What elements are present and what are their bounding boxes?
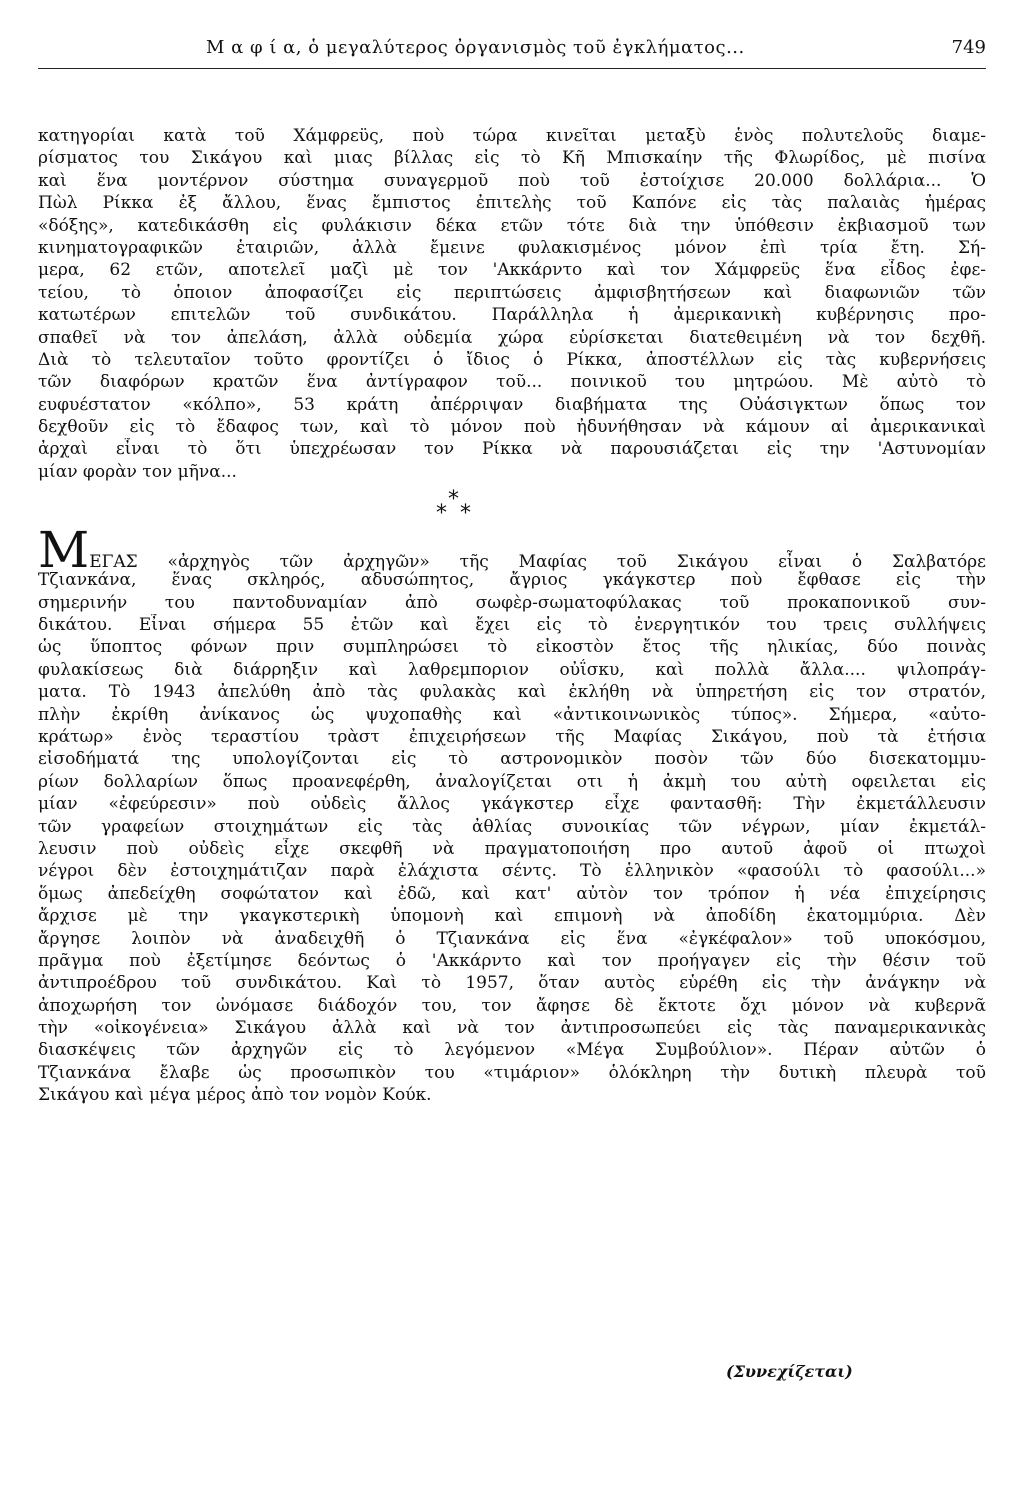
text-line: κράτωρ» ἑνὸς τεραστίου τρὰστ ἐπιχειρήσεων τῆς Μαφίας Σικάγου, ποὺ τὰ ἐτήσια: [38, 726, 986, 747]
separator-star-left: *: [436, 501, 447, 527]
text-line: νέγροι δὲν ἐστοιχημάτιζαν παρὰ ἐλάχιστα σέντς. Τὸ ἑλληνικὸν «φασούλι τὸ φασούλι...»: [38, 861, 986, 882]
separator-star-top: *: [448, 487, 459, 513]
text-line: Σικάγου καὶ μέγα μέρος ἀπὸ τον νομὸν Κούκ.: [38, 1085, 432, 1106]
page: [38, 34, 986, 1107]
text-line: ὅμως ἀπεδείχθη σοφώτατον καὶ ἐδῶ, καὶ κατ' αὐτὸν τον τρόπον ἡ νέα ἐπιχείρησις: [38, 883, 986, 904]
text-line: φυλακίσεως διὰ διάρρηξιν καὶ λαθρεμποριον οὐΐσκυ, καὶ πολλὰ ἄλλα.... ψιλοπράγ-: [38, 659, 986, 680]
text-line: μερα, 62 ετῶν, αποτελεῖ μαζὶ μὲ τον 'Ακκάρντο καὶ τον Χάμφρεϋς ἕνα εἶδος ἐφε-: [38, 260, 986, 281]
drop-cap: Μ: [38, 521, 88, 580]
text-line: ἀποχωρήση τον ὠνόμασε διάδοχόν του, τον ἄφησε δὲ ἔκτοτε ὄχι μόνον νὰ κυβερνᾶ: [38, 995, 986, 1016]
text-line: σπαθεῖ νὰ τον ἀπελάση, ἀλλὰ οὐδεμία χώρα εὑρίσκεται διατεθειμένη νὰ τον δεχθῆ.: [38, 327, 986, 348]
running-head: [38, 34, 986, 69]
text-line: ἀντιπροέδρου τοῦ συνδικάτου. Καὶ τὸ 1957, ὅταν αυτὸς εὑρέθη εἰς τὴν ἀνάγκην νὰ: [38, 973, 986, 994]
text-line: ἄργησε λοιπὸν νὰ ἀναδειχθῆ ὁ Τζιανκάνα εἰς ἕνα «ἐγκέφαλον» τοῦ υποκόσμου,: [38, 928, 986, 949]
text-line: μίαν φορὰν τον μῆνα...: [38, 461, 237, 482]
text-line: ρίων δολλαρίων ὅπως προανεφέρθη, ἀναλογίζεται οτι ἡ ἀκμὴ του αὐτὴ οφειλεται εἰς: [38, 771, 986, 792]
text-line: ἄρχισε μὲ την γκαγκστερικὴ ὑπομονὴ καὶ επιμονὴ νὰ ἀποδίδη ἑκατομμύρια. Δὲν: [38, 906, 986, 927]
separator-star-right: *: [460, 501, 471, 527]
running-title: Μ α φ ί α, ὁ μεγαλύτερος ὀργανισμὸς τοῦ ἐγκλήματος...: [206, 37, 745, 58]
text-line: κατηγορίαι κατὰ τοῦ Χάμφρεϋς, ποὺ τώρα κινεῖται μεταξὺ ἑνὸς πολυτελοῦς διαμε-: [38, 126, 986, 146]
text-line: τείου, τὸ ὁποιον ἀποφασίζει εἰς περιπτώσεις ἀμφισβητήσεων καὶ διαφωνιῶν τῶν: [38, 282, 986, 303]
page-number: 749: [951, 37, 986, 58]
text-line: τῶν γραφείων στοιχημάτων εἰς τὰς ἀθλίας συνοικίας τῶν νέγρων, μίαν ἐκμετάλ-: [38, 816, 986, 837]
continued-note: (Συνεχίζεται): [726, 1362, 853, 1381]
text-line: ὡς ὕποπτος φόνων πριν συμπληρώσει τὸ εἰκοστὸν ἔτος τῆς ηλικίας, δύο ποινὰς: [38, 637, 986, 658]
text-line: δικάτου. Εἶναι σήμερα 55 ἐτῶν καὶ ἔχει εἰς τὸ ἐνεργητικόν του τρεις συλλήψεις: [38, 615, 986, 636]
text-line: ἀρχαὶ εἶναι τὸ ὅτι ὑπεχρέωσαν τον Ρίκκα νὰ παρουσιάζεται εἰς την 'Αστυνομίαν: [38, 439, 986, 460]
text-line: Τζιανκάνα ἔλαβε ὡς προσωπικὸν του «τιμάριον» ὁλόκληρη τὴν δυτικὴ πλευρὰ τοῦ: [38, 1062, 986, 1083]
text-line: πρᾶγμα ποὺ ἐξετίμησε δεόντως ὁ 'Ακκάρντο καὶ τον προήγαγεν εἰς τὴν θέσιν τοῦ: [38, 950, 986, 971]
text-line: δεχθοῦν εἰς τὸ ἔδαφος των, καὶ τὸ μόνον ποὺ ἠδυνήθησαν νὰ κάμουν αἱ ἀμερικανικαὶ: [38, 417, 986, 438]
text-line: εἰσοδήματά της υπολογίζονται εἰς τὸ αστρονομικὸν ποσὸν τῶν δύο δισεκατομμυ-: [38, 749, 986, 770]
first-line-text: ΕΓΑΣ «ἀρχηγὸς τῶν ἀρχηγῶν» τῆς Μαφίας τοῦ Σικάγου εἶναι ὁ Σαλβατόρε: [89, 552, 986, 573]
paragraph-2-first-line: [38, 521, 986, 580]
text-line: Διὰ τὸ τελευταῖον τοῦτο φροντίζει ὁ ἴδιος ὁ Ρίκκα, ἀποστέλλων εἰς τὰς κυβερνήσεις: [38, 349, 986, 370]
text-line: τῶν διαφόρων κρατῶν ἕνα ἀντίγραφον τοῦ... ποινικοῦ του μητρώου. Μὲ αὐτὸ τὸ: [38, 372, 986, 393]
text-line: μίαν «ἐφεύρεσιν» ποὺ οὐδεὶς ἄλλος γκάγκστερ εἶχε φαντασθῆ: Τὴν ἐκμετάλλευσιν: [38, 794, 986, 815]
text-line: κατωτέρων επιτελῶν τοῦ συνδικάτου. Παράλληλα ἡ ἀμερικανικὴ κυβέρνησις προ-: [38, 305, 986, 326]
text-line: λευσιν ποὺ οὐδεὶς εἶχε σκεφθῆ νὰ πραγματοποιήση προ αυτοῦ ἀφοῦ οἱ πτωχοὶ: [38, 838, 986, 859]
text-line: ρίσματος του Σικάγου καὶ μιας βίλλας εἰς τὸ Κῆ Μπισκαίην τῆς Φλωρίδος, μὲ πισίνα: [38, 148, 986, 169]
text-line: διασκέψεις τῶν ἀρχηγῶν εἰς τὸ λεγόμενον «Μέγα Συμβούλιον». Πέραν αὐτῶν ὁ: [38, 1040, 986, 1061]
paragraph-2: [38, 569, 986, 1106]
section-separator: [38, 487, 986, 531]
text-line: ευφυέστατον «κόλπο», 53 κράτη ἀπέρριψαν διαβήματα της Οὐάσιγκτων ὅπως τον: [38, 394, 986, 415]
text-line: ματα. Τὸ 1943 ἀπελύθη ἀπὸ τὰς φυλακὰς καὶ ἐκλήθη νὰ ὑπηρετήση εἰς τον στρατόν,: [38, 682, 986, 703]
text-line: κινηματογραφικῶν ἑταιριῶν, ἀλλὰ ἔμεινε φυλακισμένος μόνον ἐπὶ τρία ἔτη. Σή-: [38, 237, 986, 258]
text-line: καὶ ἕνα μοντέρνον σύστημα συναγερμοῦ ποὺ τοῦ ἐστοίχισε 20.000 δολλάρια... Ὁ: [38, 170, 986, 191]
text-line: «δόξης», κατεδικάσθη εἰς φυλάκισιν δέκα ετῶν τότε διὰ την ὑπόθεσιν ἐκβιασμοῦ των: [38, 215, 986, 236]
text-line: σημερινήν του παντοδυναμίαν ἀπὸ σωφὲρ-σωματοφύλακας τοῦ προκαπονικοῦ συν-: [38, 592, 986, 613]
text-line: Τζιανκάνα, ἕνας σκληρός, αδυσώπητος, ἄγριος γκάγκστερ ποὺ ἔφθασε εἰς τὴν: [38, 570, 986, 591]
text-line: πλὴν ἐκρίθη ἀνίκανος ὡς ψυχοπαθὴς καὶ «ἀντικοινωνικὸς τύπος». Σήμερα, «αὐτο-: [38, 704, 986, 725]
text-line: τὴν «οἰκογένεια» Σικάγου ἀλλὰ καὶ νὰ τον ἀντιπροσωπεύει εἰς τὰς παναμερικανικὰς: [38, 1018, 986, 1039]
paragraph-1: [38, 125, 986, 483]
text-line: Πὼλ Ρίκκα ἐξ ἄλλου, ἕνας ἔμπιστος ἐπιτελὴς τοῦ Καπόνε εἰς τὰς παλαιὰς ἡμέρας: [38, 193, 986, 214]
